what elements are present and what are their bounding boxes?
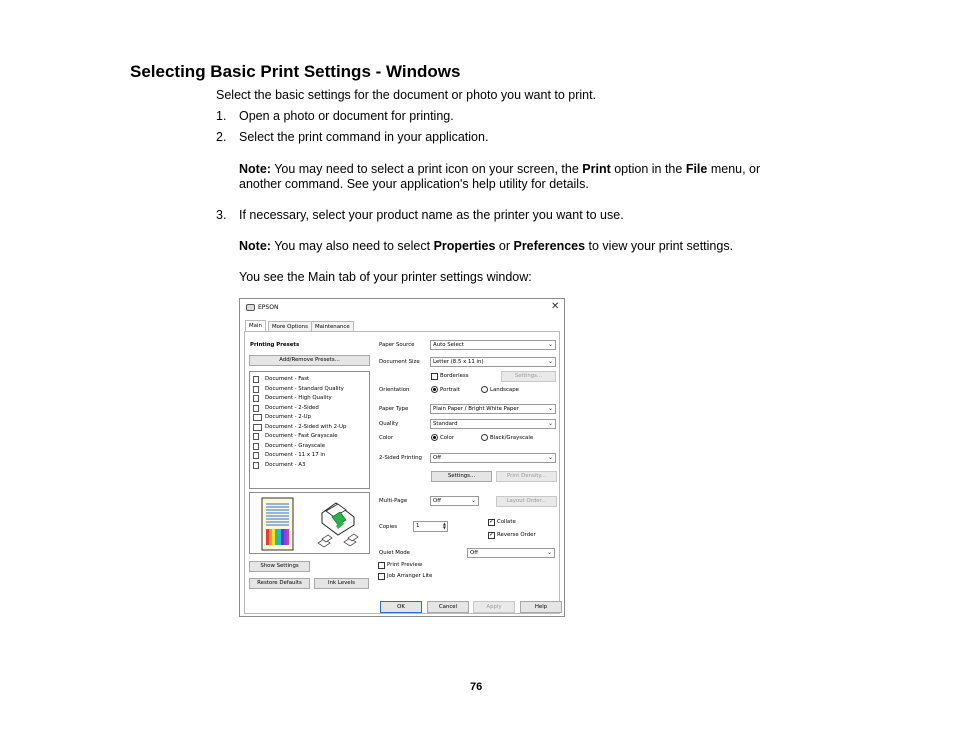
two-sided-settings-button[interactable]: Settings...: [431, 471, 492, 482]
borderless-checkbox[interactable]: [431, 373, 438, 380]
print-preview-label: Print Preview: [387, 562, 423, 568]
step-2-number: 2.: [216, 130, 227, 144]
dialog-titlebar: [240, 299, 564, 316]
borderless-label: Borderless: [440, 373, 469, 379]
chevron-down-icon: ⌄: [470, 497, 476, 504]
radio-selected-dot: [433, 388, 436, 391]
ink-levels-button[interactable]: Ink Levels: [314, 578, 369, 589]
reverse-order-checkbox[interactable]: [488, 532, 495, 539]
landscape-label: Landscape: [490, 387, 519, 393]
dialog-title: EPSON: [258, 304, 279, 311]
chevron-down-icon: ⌄: [547, 454, 553, 461]
cancel-button[interactable]: Cancel: [427, 601, 469, 613]
chevron-down-icon: ⌄: [547, 358, 553, 365]
note-1-print: Print: [582, 162, 611, 176]
note-1-file: File: [685, 162, 708, 176]
note-2-post: to view your print settings.: [585, 239, 734, 253]
stepper-arrows-icon: ▲ ▼: [442, 521, 446, 530]
collate-label: Collate: [497, 519, 516, 525]
intro-text: Select the basic settings for the document or photo you want to print.: [216, 88, 597, 102]
note-2-preferences: Preferences: [513, 239, 586, 253]
note-2-mid: or: [495, 239, 514, 253]
color-radio[interactable]: [431, 434, 438, 441]
note-1-pre: You may need to select a print icon on your screen, the: [270, 162, 583, 176]
quiet-mode-label: Quiet Mode: [379, 550, 410, 556]
landscape-radio[interactable]: [481, 386, 488, 393]
black-grayscale-radio[interactable]: [481, 434, 488, 441]
chevron-down-icon: ⌄: [546, 549, 552, 556]
chevron-down-icon: ⌄: [547, 341, 553, 348]
grayscale-document-icon: [253, 443, 259, 450]
document-icon: [253, 376, 259, 383]
note-2-label: Note:: [239, 239, 271, 253]
section-title: Selecting Basic Print Settings - Windows: [130, 62, 461, 81]
presets-list[interactable]: Document - Fast Document - Standard Quality Document - High Quality Document - 2-Sided Document - 2-Up Document - 2-Sided with 2-Up Document - Fast Grayscale Document - Grayscale Document - 11 x 17 in Document - A3: [249, 371, 370, 489]
document-icon: [253, 395, 259, 402]
portrait-label: Portrait: [440, 387, 460, 393]
two-sided-printing-select[interactable]: Off ⌄: [430, 453, 556, 463]
step-3-number: 3.: [216, 208, 227, 222]
print-density-button[interactable]: Print Density...: [496, 471, 557, 482]
restore-defaults-button[interactable]: Restore Defaults: [249, 578, 310, 589]
job-arranger-label: Job Arranger Lite: [387, 573, 433, 579]
note-1-label: Note:: [239, 162, 271, 176]
step-1-text: Open a photo or document for printing.: [239, 109, 454, 123]
layout-order-button[interactable]: Layout Order...: [496, 496, 557, 507]
chevron-down-icon: ⌄: [547, 405, 553, 412]
apply-button[interactable]: Apply: [473, 601, 515, 613]
note-1-mid: option in the: [610, 162, 686, 176]
tab-maintenance[interactable]: Maintenance: [311, 321, 354, 332]
document-icon: [253, 452, 259, 459]
note-1-line-2: another command. See your application's help utility for details.: [239, 177, 589, 191]
grayscale-document-icon: [253, 433, 259, 440]
printing-presets-label: Printing Presets: [250, 342, 300, 348]
document-size-label: Document Size: [379, 359, 420, 365]
paper-type-label: Paper Type: [379, 406, 409, 412]
checkmark-icon: ✓: [489, 531, 495, 538]
paper-source-label: Paper Source: [379, 342, 415, 348]
paper-type-select[interactable]: Plain Paper / Bright White Paper ⌄: [430, 404, 556, 414]
tab-more-options[interactable]: More Options: [268, 321, 312, 332]
black-grayscale-label: Black/Grayscale: [490, 435, 534, 441]
close-icon[interactable]: ✕: [551, 301, 560, 312]
document-icon: [253, 462, 259, 469]
portrait-radio[interactable]: [431, 386, 438, 393]
quality-label: Quality: [379, 421, 399, 427]
step-2-text: Select the print command in your application.: [239, 130, 489, 144]
ok-button[interactable]: OK: [380, 601, 422, 613]
job-arranger-checkbox[interactable]: [378, 573, 385, 580]
document-size-select[interactable]: Letter (8.5 x 11 in) ⌄: [430, 357, 556, 367]
step-1-number: 1.: [216, 109, 227, 123]
two-sided-document-icon: [253, 405, 259, 412]
printer-settings-dialog: [239, 298, 565, 617]
print-preview-area: [249, 492, 370, 554]
page-preview-illustration: [250, 493, 371, 555]
note-1-post: menu, or: [707, 162, 761, 176]
color-option-label: Color: [440, 435, 455, 441]
printer-icon: [246, 304, 255, 311]
note-2: [239, 239, 733, 254]
paper-source-select[interactable]: Auto Select ⌄: [430, 340, 556, 350]
reverse-order-label: Reverse Order: [497, 532, 536, 538]
help-button[interactable]: Help: [520, 601, 562, 613]
print-preview-checkbox[interactable]: [378, 562, 385, 569]
checkmark-icon: ✓: [489, 518, 495, 525]
quiet-mode-select[interactable]: Off ⌄: [467, 548, 555, 558]
note-2-properties: Properties: [433, 239, 496, 253]
orientation-label: Orientation: [379, 387, 410, 393]
two-up-document-icon: [253, 414, 262, 421]
chevron-down-icon: ⌄: [547, 420, 553, 427]
two-sided-two-up-icon: [253, 424, 262, 431]
copies-stepper[interactable]: 1 ▲ ▼: [413, 521, 448, 532]
copies-label: Copies: [379, 524, 398, 530]
document-icon: [253, 386, 259, 393]
note-2-pre: You may also need to select: [270, 239, 434, 253]
show-settings-button[interactable]: Show Settings: [249, 561, 310, 572]
multi-page-select[interactable]: Off ⌄: [430, 496, 479, 506]
two-sided-printing-label: 2-Sided Printing: [379, 455, 422, 461]
note-1: [239, 162, 760, 177]
step-3-text: If necessary, select your product name as the printer you want to use.: [239, 208, 624, 222]
page-number: 76: [470, 681, 483, 693]
radio-selected-dot: [433, 436, 436, 439]
tab-main[interactable]: Main: [245, 320, 266, 332]
borderless-settings-button[interactable]: Settings...: [501, 371, 556, 382]
collate-checkbox[interactable]: [488, 519, 495, 526]
add-remove-presets-button[interactable]: Add/Remove Presets...: [249, 355, 370, 366]
multi-page-label: Multi-Page: [379, 498, 408, 504]
color-label: Color: [379, 435, 394, 441]
quality-select[interactable]: Standard ⌄: [430, 419, 556, 429]
main-tab-text: You see the Main tab of your printer settings window:: [239, 270, 532, 284]
